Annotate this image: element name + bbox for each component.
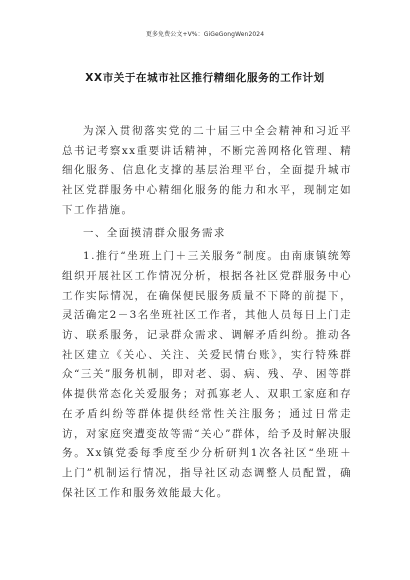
- document-body: [62, 122, 352, 503]
- section-heading: 一、全面摸清群众服务需求: [83, 226, 226, 239]
- header-note: 更多免费公文+V%：GiGeGongWen2024: [145, 31, 265, 38]
- document-title: XX市关于在城市社区推行精细化服务的工作计划: [85, 72, 325, 84]
- item-1-paragraph: 1.推行“坐班上门＋三关服务”制度。由南康镇统筹组织开展社区工作情况分析，根据各社区党群服务中心工作实际情况，在确保便民服务质量不下降的前提下，灵活确定2－3名坐班社区工作者，其他人员每日上门走访、联系服务，记录群众需求、调解矛盾纠纷。推动各社区建立《关心、关注、关爱民情台账》，实行特殊群众“三关”服务机制，即对老、弱、病、残、孕、困等群体提供常态化关爱服务；对孤寡老人、双职工家庭和存在矛盾纠纷等群体提供经常性关注服务；通过日常走访，对家庭突遭变故等需“关心”群体，给予及时解决服务。Xx镇党委每季度至少分析研判1次各社区“坐班＋上门”机制运行情况，指导社区动态调整人员配置，确保社区工作和服务效能最大化。: [62, 250, 352, 499]
- intro-paragraph: 为深入贯彻落实党的二十届三中全会精神和习近平总书记考察xx重要讲话精神，不断完善网格化管理、精细化服务、信息化支撑的基层治理平台，全面提升城市社区党群服务中心精细化服务的能力和水平，现制定如下工作措施。: [62, 125, 352, 216]
